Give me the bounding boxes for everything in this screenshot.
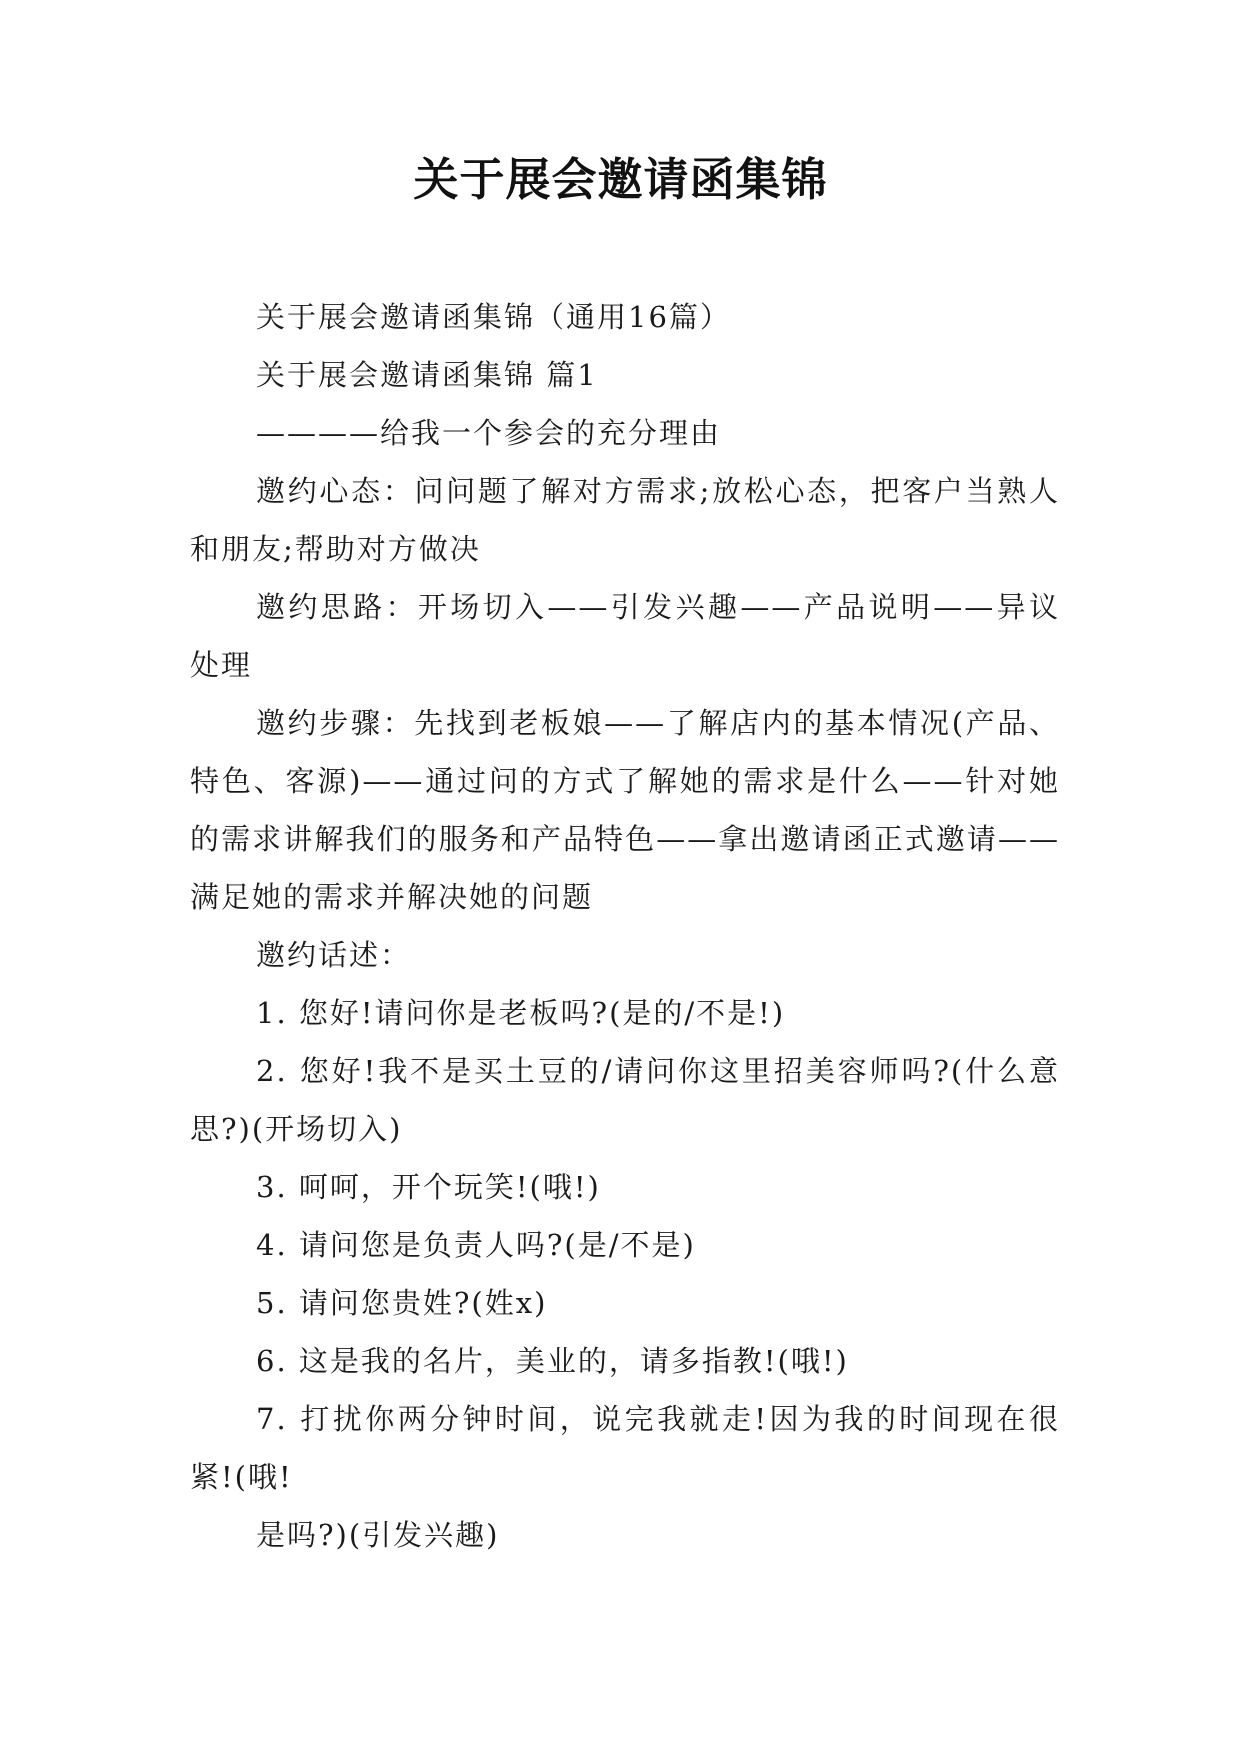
paragraph: 邀约思路：开场切入——引发兴趣——产品说明——异议处理 — [190, 590, 1060, 682]
list-item: 2. 您好!我不是买土豆的/请问你这里招美容师吗?(什么意思?)(开场切入) — [190, 1054, 1060, 1146]
paragraph: 邀约步骤：先找到老板娘——了解店内的基本情况(产品、特色、客源)——通过问的方式了解她的需求是什么——针对她的需求讲解我们的服务和产品特色——拿出邀请函正式邀请——满足她的需求并解决她的问题 — [190, 706, 1060, 914]
document-title: 关于展会邀请函集锦 — [413, 153, 828, 206]
paragraph: ————给我一个参会的充分理由 — [256, 416, 722, 450]
list-item: 3. 呵呵，开个玩笑!(哦!) — [256, 1170, 601, 1204]
list-item: 5. 请问您贵姓?(姓x) — [256, 1286, 548, 1320]
paragraph: 邀约话述： — [256, 938, 412, 972]
paragraph: 关于展会邀请函集锦（通用16篇） — [256, 300, 731, 334]
paragraph: 邀约心态：问问题了解对方需求;放松心态，把客户当熟人和朋友;帮助对方做决 — [190, 474, 1060, 566]
list-item: 7. 打扰你两分钟时间，说完我就走!因为我的时间现在很紧!(哦! — [190, 1402, 1060, 1494]
paragraph: 关于展会邀请函集锦 篇1 — [256, 358, 598, 392]
paragraph: 是吗?)(引发兴趣) — [256, 1518, 500, 1552]
list-item: 6. 这是我的名片，美业的，请多指教!(哦!) — [256, 1344, 849, 1378]
list-item: 1. 您好!请问你是老板吗?(是的/不是!) — [256, 996, 786, 1030]
list-item: 4. 请问您是负责人吗?(是/不是) — [256, 1228, 696, 1262]
document-body — [190, 288, 1060, 1564]
